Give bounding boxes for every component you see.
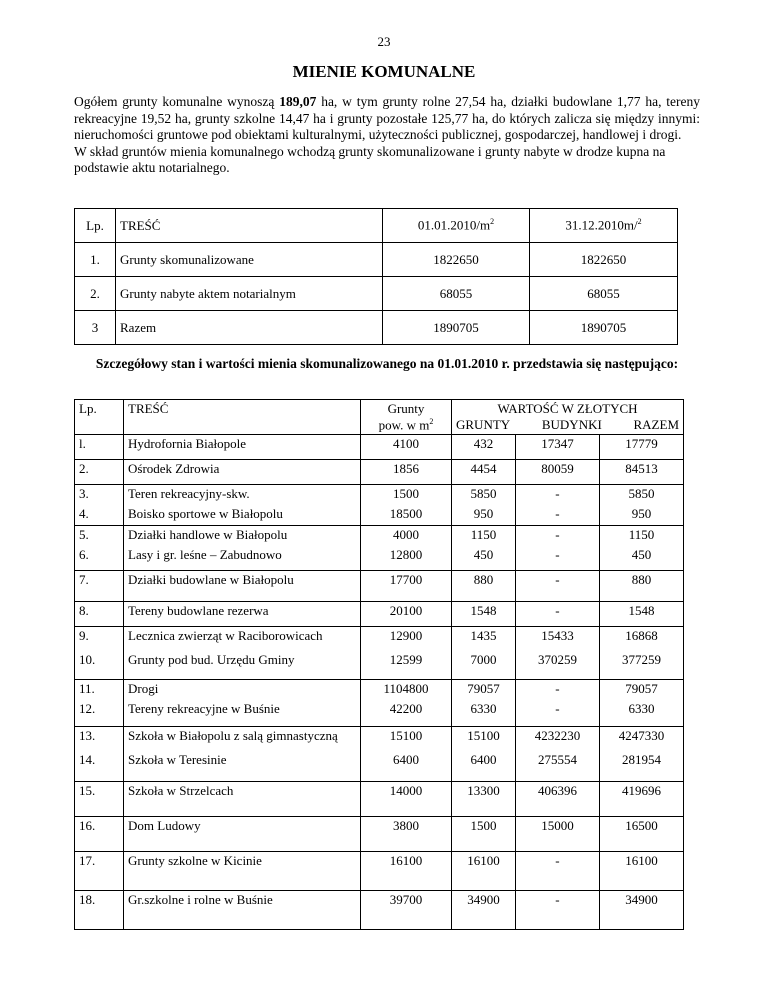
header-area (361, 400, 452, 435)
header-value-subcolumns (456, 417, 679, 433)
row-lp: 15. (75, 782, 124, 817)
row-area: 3800 (361, 817, 452, 852)
row-area: 6400 (361, 751, 452, 782)
row-value-razem: 79057 (599, 680, 683, 701)
row-value-razem: 17779 (599, 435, 683, 460)
intro-p1-post: ha, w tym grunty rolne 27,54 ha, działki budowlane 1,77 ha, tereny rekreacyjne 19,52 ha, grunty szkolne 14,47 ha i grunty pozostałe 125,77 ha, do których zalicza się między innymi: nieruchomości gruntowe pod obiektami kulturalnymi, użyteczności publicznej, gospodarczej, handlowej i drogi. (74, 94, 700, 142)
table-row (75, 700, 684, 727)
row-value-budynki: 370259 (515, 651, 599, 680)
header-area-sup: 2 (429, 417, 434, 426)
row-value-grunty: 5850 (452, 485, 516, 506)
row-value-grunty: 1548 (452, 602, 516, 627)
row-name: Drogi (124, 680, 361, 701)
row-name: Działki budowlane w Białopolu (124, 571, 361, 602)
row-area: 17700 (361, 571, 452, 602)
row-area: 1104800 (361, 680, 452, 701)
row-area: 1500 (361, 485, 452, 506)
row-name: Ośrodek Zdrowia (124, 460, 361, 485)
header-value (452, 400, 684, 435)
header-area-line1: Grunty (387, 401, 425, 416)
row-lp: 3 (75, 311, 116, 345)
table-row (75, 485, 684, 506)
row-value-razem: 4247330 (599, 727, 683, 752)
row-lp: 8. (75, 602, 124, 627)
row-value-grunty: 16100 (452, 852, 516, 891)
row-value-grunty: 6330 (452, 700, 516, 727)
row-value-budynki: - (515, 602, 599, 627)
table-row (75, 311, 678, 345)
row-lp: 2. (75, 460, 124, 485)
intro-p1-pre: Ogółem grunty komunalne wynoszą (74, 94, 280, 109)
row-value-grunty: 34900 (452, 891, 516, 930)
row-value-grunty: 15100 (452, 727, 516, 752)
row-name: Działki handlowe w Białopolu (124, 526, 361, 547)
row-name: Szkoła w Białopolu z salą gimnastyczną (124, 727, 361, 752)
header-lp: Lp. (75, 400, 124, 435)
row-area: 42200 (361, 700, 452, 727)
row-tresc: Razem (116, 311, 383, 345)
table-row (75, 243, 678, 277)
row-value-grunty: 432 (452, 435, 516, 460)
header-date-start (383, 209, 530, 243)
row-value-grunty: 13300 (452, 782, 516, 817)
table-row (75, 627, 684, 652)
row-lp: 9. (75, 627, 124, 652)
row-name: Grunty pod bud. Urzędu Gminy (124, 651, 361, 680)
row-value-budynki: - (515, 526, 599, 547)
row-value-grunty: 450 (452, 546, 516, 571)
intro-p1-bold: 189,07 (279, 94, 317, 109)
row-value-grunty: 7000 (452, 651, 516, 680)
table-row (75, 277, 678, 311)
row-lp: 11. (75, 680, 124, 701)
table-row (75, 651, 684, 680)
table-row (75, 602, 684, 627)
header-date-start-sup: 2 (490, 217, 495, 227)
row-lp: 16. (75, 817, 124, 852)
table-row (75, 571, 684, 602)
row-name: Szkoła w Teresinie (124, 751, 361, 782)
row-value-budynki: - (515, 700, 599, 727)
row-value-budynki: - (515, 891, 599, 930)
row-value-grunty: 6400 (452, 751, 516, 782)
row-value-budynki: 406396 (515, 782, 599, 817)
row-name: Boisko sportowe w Białopolu (124, 505, 361, 526)
row-lp: 5. (75, 526, 124, 547)
row-value-razem: 1150 (599, 526, 683, 547)
row-value-razem: 419696 (599, 782, 683, 817)
row-lp: 4. (75, 505, 124, 526)
row-lp: 14. (75, 751, 124, 782)
row-lp: 2. (75, 277, 116, 311)
row-value-razem: 450 (599, 546, 683, 571)
page-number: 23 (377, 34, 391, 49)
row-value-start: 1822650 (383, 243, 530, 277)
row-value-razem: 1548 (599, 602, 683, 627)
row-value-razem: 377259 (599, 651, 683, 680)
row-value-budynki: - (515, 505, 599, 526)
row-lp: 7. (75, 571, 124, 602)
row-name: Szkoła w Strzelcach (124, 782, 361, 817)
row-name: Tereny budowlane rezerwa (124, 602, 361, 627)
row-value-razem: 6330 (599, 700, 683, 727)
row-value-budynki: 80059 (515, 460, 599, 485)
detail-table-header (75, 400, 684, 435)
row-area: 12800 (361, 546, 452, 571)
row-lp: 13. (75, 727, 124, 752)
row-area: 1856 (361, 460, 452, 485)
table-row (75, 460, 684, 485)
row-value-budynki: 4232230 (515, 727, 599, 752)
row-tresc: Grunty skomunalizowane (116, 243, 383, 277)
row-name: Tereny rekreacyjne w Buśnie (124, 700, 361, 727)
row-value-budynki: - (515, 571, 599, 602)
row-value-start: 1890705 (383, 311, 530, 345)
row-lp: l. (75, 435, 124, 460)
intro-paragraph-2: W skład gruntów mienia komunalnego wchodzą grunty skomunalizowane i grunty nabyte w drodze kupna na podstawie aktu notarialnego. (74, 143, 666, 175)
row-value-razem: 34900 (599, 891, 683, 930)
summary-table-header (75, 209, 678, 243)
header-date-end (530, 209, 678, 243)
row-name: Hydrofornia Białopole (124, 435, 361, 460)
row-value-razem: 16500 (599, 817, 683, 852)
header-date-start-text: 01.01.2010/m (417, 217, 491, 233)
header-tresc: TREŚĆ (124, 400, 361, 435)
row-tresc: Grunty nabyte aktem notarialnym (116, 277, 383, 311)
row-value-budynki: 15433 (515, 627, 599, 652)
header-value-title: WARTOŚĆ W ZŁOTYCH (497, 401, 638, 416)
detail-table (74, 399, 684, 930)
header-lp: Lp. (75, 209, 116, 243)
row-value-end: 1822650 (530, 243, 678, 277)
row-value-grunty: 880 (452, 571, 516, 602)
row-value-budynki: - (515, 852, 599, 891)
header-razem: RAZEM (633, 417, 679, 432)
row-area: 14000 (361, 782, 452, 817)
row-value-grunty: 1150 (452, 526, 516, 547)
section-subtitle: Szczegółowy stan i wartości mienia skomunalizowanego na 01.01.2010 r. przedstawia się następująco: (95, 356, 679, 371)
row-area: 4100 (361, 435, 452, 460)
header-grunty: GRUNTY (456, 417, 511, 432)
header-budynki: BUDYNKI (541, 417, 602, 432)
row-area: 4000 (361, 526, 452, 547)
row-value-razem: 281954 (599, 751, 683, 782)
row-name: Gr.szkolne i rolne w Buśnie (124, 891, 361, 930)
row-value-razem: 5850 (599, 485, 683, 506)
row-lp: 3. (75, 485, 124, 506)
row-area: 39700 (361, 891, 452, 930)
row-value-budynki: - (515, 546, 599, 571)
intro-text (74, 94, 700, 177)
detail-table-body (75, 435, 684, 930)
row-value-grunty: 4454 (452, 460, 516, 485)
row-area: 12599 (361, 651, 452, 680)
page-title: MIENIE KOMUNALNE (292, 62, 476, 81)
header-date-end-text: 31.12.2010m/ (565, 217, 638, 233)
header-area-line2-text: pow. w m (378, 417, 430, 433)
row-value-razem: 16100 (599, 852, 683, 891)
summary-table (74, 208, 678, 345)
row-lp: 12. (75, 700, 124, 727)
row-lp: 17. (75, 852, 124, 891)
row-value-razem: 950 (599, 505, 683, 526)
row-value-budynki: 15000 (515, 817, 599, 852)
row-name: Grunty szkolne w Kicinie (124, 852, 361, 891)
row-lp: 6. (75, 546, 124, 571)
table-row (75, 891, 684, 930)
row-value-start: 68055 (383, 277, 530, 311)
row-area: 16100 (361, 852, 452, 891)
row-lp: 1. (75, 243, 116, 277)
table-row (75, 526, 684, 547)
row-area: 18500 (361, 505, 452, 526)
row-area: 15100 (361, 727, 452, 752)
row-name: Lecznica zwierząt w Raciborowicach (124, 627, 361, 652)
row-value-grunty: 1500 (452, 817, 516, 852)
row-value-end: 68055 (530, 277, 678, 311)
intro-paragraph-1 (74, 94, 700, 144)
table-row (75, 505, 684, 526)
table-row (75, 852, 684, 891)
row-area: 12900 (361, 627, 452, 652)
table-row (75, 680, 684, 701)
table-row (75, 546, 684, 571)
row-value-grunty: 1435 (452, 627, 516, 652)
row-value-grunty: 950 (452, 505, 516, 526)
row-name: Lasy i gr. leśne – Zabudnowo (124, 546, 361, 571)
table-row (75, 782, 684, 817)
header-area-line2 (365, 417, 447, 433)
table-row (75, 817, 684, 852)
row-value-razem: 16868 (599, 627, 683, 652)
row-name: Dom Ludowy (124, 817, 361, 852)
row-value-budynki: - (515, 485, 599, 506)
row-name: Teren rekreacyjny-skw. (124, 485, 361, 506)
row-area: 20100 (361, 602, 452, 627)
row-value-budynki: 17347 (515, 435, 599, 460)
row-value-razem: 880 (599, 571, 683, 602)
row-value-razem: 84513 (599, 460, 683, 485)
row-lp: 18. (75, 891, 124, 930)
row-value-budynki: 275554 (515, 751, 599, 782)
table-row (75, 435, 684, 460)
table-row (75, 751, 684, 782)
header-date-end-sup: 2 (637, 217, 642, 227)
table-row (75, 727, 684, 752)
row-lp: 10. (75, 651, 124, 680)
header-tresc: TREŚĆ (116, 209, 383, 243)
row-value-end: 1890705 (530, 311, 678, 345)
row-value-grunty: 79057 (452, 680, 516, 701)
row-value-budynki: - (515, 680, 599, 701)
